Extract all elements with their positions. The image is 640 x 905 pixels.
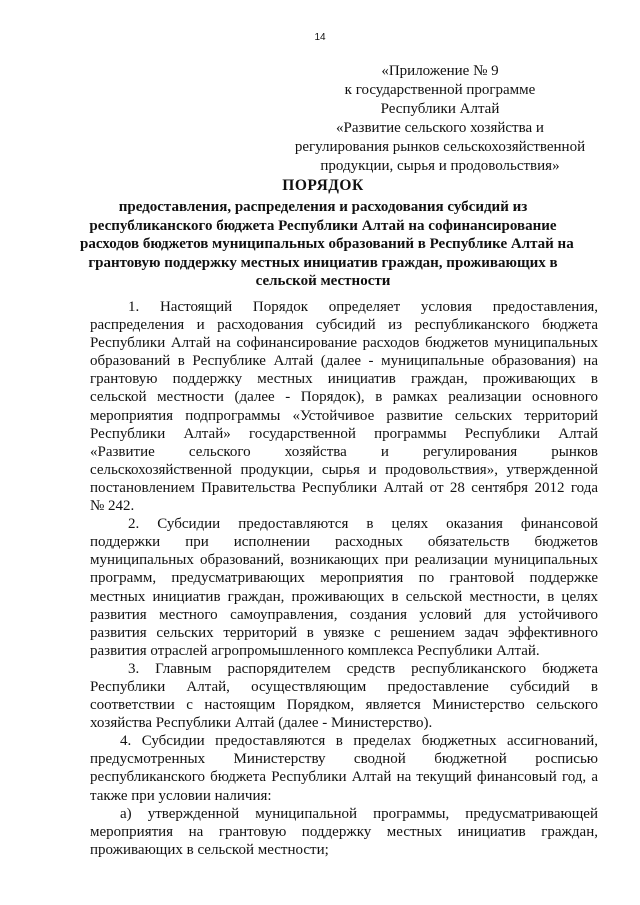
paragraph-1-line: распределения и расходования субсидий из республиканского бюджета — [90, 317, 598, 334]
paragraph-1-line: сельскохозяйственной продукции, сырья и продовольствия», утвержденной — [90, 461, 598, 478]
paragraph-4-line: 4. Субсидии предоставляются в пределах бюджетных ассигнований, — [120, 733, 598, 750]
document-body — [90, 298, 598, 859]
paragraph-3-line: соответствии с настоящим Порядком, является Министерство сельского — [90, 697, 598, 714]
paragraph-2-line: муниципальных образований, возникающих при реализации муниципальных — [90, 552, 598, 569]
paragraph-4-line: предусмотренных Министерству сводной бюджетной росписью — [90, 751, 598, 768]
paragraph-4-line: также при условии наличия: — [90, 787, 272, 804]
paragraph-1-line: Республики Алтай на софинансирование расходов бюджетов муниципальных — [90, 335, 598, 352]
paragraph-1-line: грантовую поддержку местных инициатив граждан, проживающих в — [90, 371, 598, 388]
appendix-line: продукции, сырья и продовольствия» — [320, 158, 560, 174]
paragraph-2-line: местных инициатив граждан, проживающих в сельской местности, в целях — [90, 588, 598, 605]
paragraph-3-line: хозяйства Республики Алтай (далее - Министерство). — [90, 715, 433, 732]
paragraph-1-line: Республики Алтай» государственной программы Республики Алтай — [90, 425, 598, 442]
subtitle-line: сельской местности — [255, 273, 391, 289]
paragraph-1-line: сельской местности (далее - Порядок), в рамках реализации основного — [90, 389, 598, 406]
paragraph-1-line: образований в Республике Алтай (далее - муниципальные образования) на — [90, 353, 598, 370]
paragraph-2-line: 2. Субсидии предоставляются в целях оказания финансовой — [128, 516, 598, 533]
paragraph-3-line: 3. Главным распорядителем средств республиканского бюджета — [128, 660, 598, 677]
paragraph-2-line: развития сельских территорий в увязке с решением задач эффективного — [90, 624, 598, 641]
paragraph-1-line: мероприятия подпрограммы «Устойчивое развитие сельских территорий — [90, 407, 598, 424]
subtitle-line: республиканского бюджета Республики Алтай на софинансирование — [89, 217, 557, 234]
subtitle-line: предоставления, распределения и расходования субсидий из — [118, 199, 528, 215]
appendix-line: «Приложение № 9 — [381, 63, 499, 79]
paragraph-2-line: развития отраслей агропромышленного комплекса Республики Алтай. — [90, 642, 540, 659]
paragraph-4a-line: проживающих в сельской местности; — [90, 841, 329, 858]
document-subtitle — [80, 198, 574, 291]
paragraph-1-line: 1. Настоящий Порядок определяет условия предоставления, — [128, 299, 598, 315]
paragraph-1-line: № 242. — [90, 498, 135, 515]
paragraph-4a-line: а) утвержденной муниципальной программы, предусматривающей — [120, 805, 598, 822]
paragraph-2-line: программ, предусматривающих мероприятия по грантовой поддержке — [90, 570, 598, 587]
paragraph-2-line: поддержки при исполнении расходных обязательств бюджетов — [90, 534, 598, 551]
paragraph-1-line: «Развитие сельского хозяйства и регулирования рынков — [90, 443, 598, 460]
paragraph-4a-line: мероприятия на грантовую поддержку местных инициатив граждан, — [90, 823, 598, 840]
page-number: 14 — [314, 32, 326, 43]
appendix-line: к государственной программе — [344, 82, 536, 98]
paragraph-4-line: республиканского бюджета Республики Алтай на текущий финансовый год, а — [90, 769, 598, 786]
subtitle-line: грантовую поддержку местных инициатив граждан, проживающих в — [88, 254, 558, 271]
paragraph-2-line: развития местного самоуправления, создания условий для устойчивого — [90, 606, 598, 623]
paragraph-3-line: Республики Алтай, осуществляющим предоставление субсидий в — [90, 678, 598, 695]
subtitle-line: расходов бюджетов муниципальных образований в Республике Алтай на — [80, 236, 574, 252]
appendix-line: регулирования рынков сельскохозяйственной — [294, 139, 586, 155]
paragraph-1-line: постановлением Правительства Республики Алтай от 28 сентября 2012 года — [90, 479, 598, 496]
document-title: ПОРЯДОК — [282, 177, 364, 194]
appendix-header — [270, 62, 610, 176]
appendix-line: «Развитие сельского хозяйства и — [336, 120, 544, 136]
appendix-line: Республики Алтай — [380, 101, 500, 117]
